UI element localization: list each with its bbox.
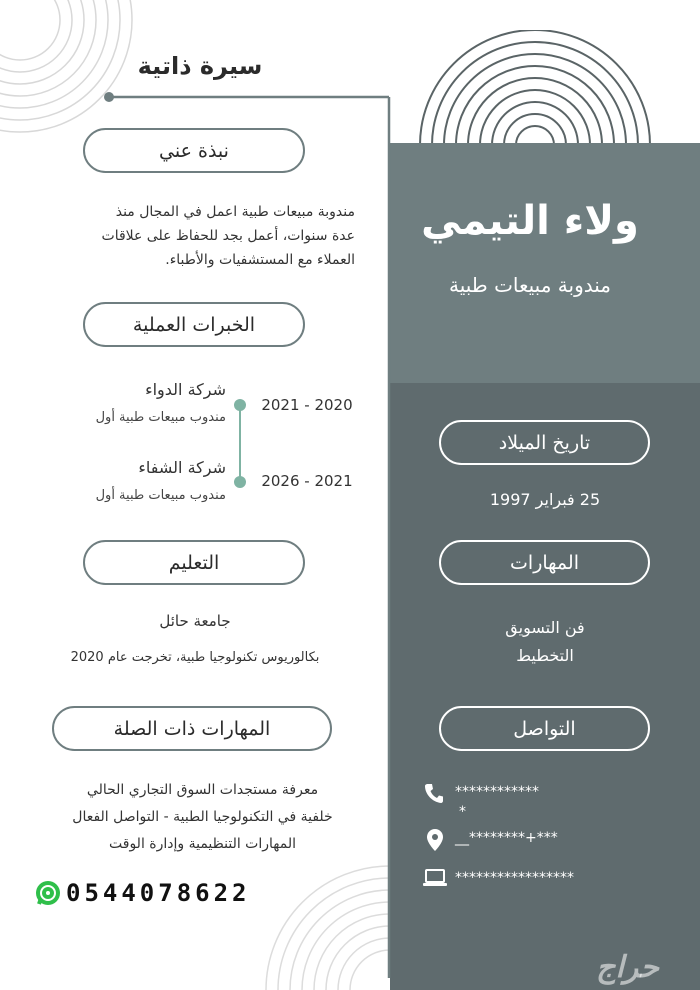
experience-role: مندوب مبيعات طبية أول bbox=[95, 488, 226, 503]
cv-title: سيرة ذاتية bbox=[137, 52, 263, 80]
whatsapp-icon bbox=[34, 879, 62, 907]
experience-heading: الخبرات العملية bbox=[83, 302, 305, 347]
contact-phone-line: * bbox=[459, 804, 466, 820]
experience-role: مندوب مبيعات طبية أول bbox=[95, 410, 226, 425]
education-university: جامعة حائل bbox=[159, 612, 231, 630]
phone-icon bbox=[424, 782, 444, 804]
related-skills-heading: المهارات ذات الصلة bbox=[52, 706, 332, 751]
about-line: عدة سنوات، أعمل بجد للحفاظ على علاقات bbox=[101, 228, 355, 244]
decor-arcs-top-right bbox=[415, 30, 655, 145]
related-skill-line: المهارات التنظيمية وإدارة الوقت bbox=[109, 836, 296, 852]
experience-company: شركة الدواء bbox=[145, 380, 226, 399]
info-panel bbox=[390, 383, 700, 990]
related-skill-line: خلفية في التكنولوجيا الطبية - التواصل الفعال bbox=[72, 809, 333, 825]
skill-item: التخطيط bbox=[516, 646, 574, 665]
profile-job-title: مندوبة مبيعات طبية bbox=[449, 273, 611, 297]
contact-location[interactable]: __********+*** bbox=[455, 830, 558, 846]
about-line: العملاء مع المستشفيات والأطباء. bbox=[165, 252, 355, 268]
about-line: مندوبة مبيعات طبية اعمل في المجال منذ bbox=[115, 204, 355, 220]
location-icon bbox=[426, 828, 444, 852]
contact-heading: التواصل bbox=[439, 706, 650, 751]
experience-period: 2020 - 2021 bbox=[261, 396, 353, 414]
watermark-logo: حراج bbox=[596, 950, 659, 985]
contact-website[interactable]: ***************** bbox=[455, 870, 574, 886]
related-skill-line: معرفة مستجدات السوق التجاري الحالي bbox=[86, 782, 319, 798]
experience-period: 2021 - 2026 bbox=[261, 472, 353, 490]
about-text bbox=[55, 200, 355, 272]
whatsapp-number: 0544078622 bbox=[66, 879, 251, 907]
contact-phone[interactable] bbox=[455, 782, 585, 822]
experience-timeline bbox=[232, 398, 248, 490]
profile-name: ولاء التيمي bbox=[421, 198, 639, 244]
birth-value: 25 فبراير 1997 bbox=[489, 490, 601, 509]
education-degree: بكالوريوس تكنولوجيا طبية، تخرجت عام 2020 bbox=[70, 650, 320, 665]
skills-list bbox=[440, 614, 650, 670]
experience-company: شركة الشفاء bbox=[138, 458, 226, 477]
birth-heading: تاريخ الميلاد bbox=[439, 420, 650, 465]
profile-panel bbox=[390, 143, 700, 383]
skill-item: فن التسويق bbox=[505, 618, 585, 637]
skills-heading: المهارات bbox=[439, 540, 650, 585]
education-heading: التعليم bbox=[83, 540, 305, 585]
whatsapp-contact[interactable] bbox=[34, 876, 284, 910]
laptop-icon bbox=[422, 868, 448, 888]
about-heading: نبذة عني bbox=[83, 128, 305, 173]
contact-phone-line: ************ bbox=[455, 784, 539, 800]
related-skills-list bbox=[30, 777, 375, 858]
